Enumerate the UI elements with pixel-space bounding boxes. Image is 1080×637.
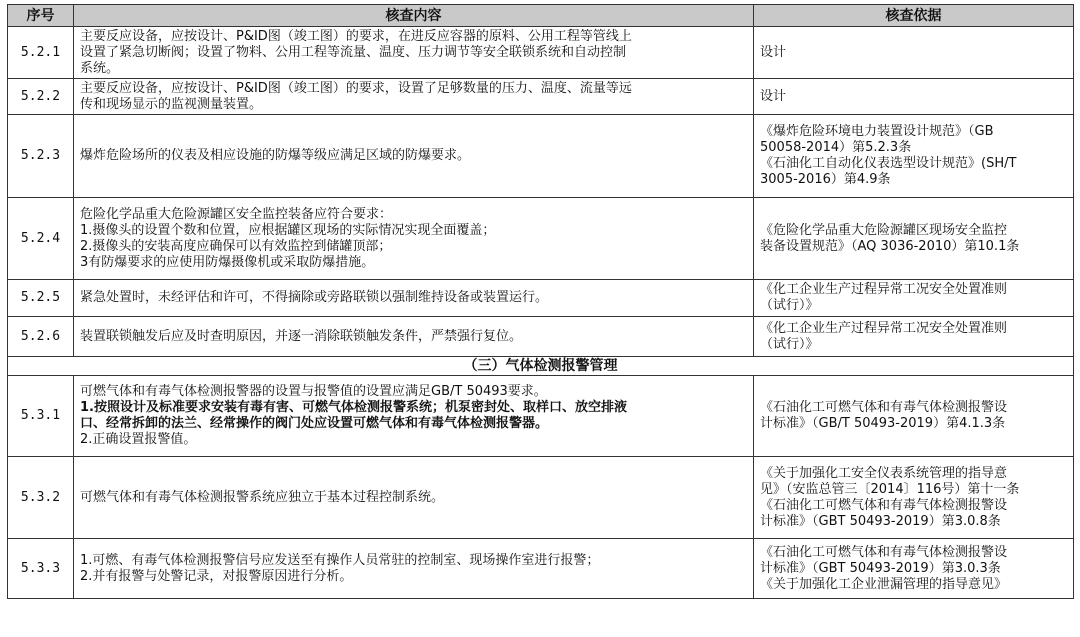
header-content: 核查内容 xyxy=(74,5,754,27)
table-row xyxy=(8,198,1074,280)
row-basis: 《石油化工可燃气体和有毒气体检测报警设 计标准》（GBT 50493-2019）第3.0.3条 《关于加强化工企业泄漏管理的指导意见》 xyxy=(754,539,1074,599)
table-row xyxy=(8,280,1074,317)
row-number: 5.2.3 xyxy=(8,115,74,198)
row-content: 主要反应设备，应按设计、P&ID图（竣工图）的要求，在进反应容器的原料、公用工程等管线上 设置了紧急切断阀；设置了物料、公用工程等流量、温度、压力调节等安全联锁系统和自动控制 系统。 xyxy=(74,27,754,79)
row-content: 主要反应设备，应按设计、P&ID图（竣工图）的要求，设置了足够数量的压力、温度、流量等远 传和现场显示的监视测量装置。 xyxy=(74,79,754,115)
row-basis: 《关于加强化工安全仪表系统管理的指导意 见》（安监总管三〔2014〕116号）第十一条 《石油化工可燃气体和有毒气体检测报警设 计标准》（GBT 50493-2019）第3.0.8条 xyxy=(754,457,1074,539)
section-row xyxy=(8,357,1074,376)
table-row xyxy=(8,115,1074,198)
row-content: 危险化学品重大危险源罐区安全监控装备应符合要求： 1.摄像头的设置个数和位置，应根据罐区现场的实际情况实现全面覆盖； 2.摄像头的安装高度应确保可以有效监控到储罐顶部； 3有防爆要求的应使用防爆摄像机或采取防爆措施。 xyxy=(74,198,754,280)
row-number: 5.3.1 xyxy=(8,376,74,457)
table-row xyxy=(8,376,1074,457)
header-num: 序号 xyxy=(8,5,74,27)
row-content: 可燃气体和有毒气体检测报警器的设置与报警值的设置应满足GB/T 50493要求。 1.按照设计及标准要求安装有毒有害、可燃气体检测报警系统；机泵密封处、取样口、放空排液 口、经常拆卸的法兰、经常操作的阀门处应设置可燃气体和有毒气体检测报警器。 2.正确设置报警值。 xyxy=(74,376,754,457)
header-row xyxy=(8,5,1074,27)
header-basis: 核查依据 xyxy=(754,5,1074,27)
row-number: 5.3.3 xyxy=(8,539,74,599)
row-content: 可燃气体和有毒气体检测报警系统应独立于基本过程控制系统。 xyxy=(74,457,754,539)
inspection-table xyxy=(7,4,1074,599)
section-title: （三）气体检测报警管理 xyxy=(8,357,1074,376)
row-basis: 《化工企业生产过程异常工况安全处置准则 （试行）》 xyxy=(754,317,1074,357)
table-row xyxy=(8,27,1074,79)
row-number: 5.2.6 xyxy=(8,317,74,357)
table-row xyxy=(8,317,1074,357)
row-basis: 《爆炸危险环境电力装置设计规范》（GB 50058-2014）第5.2.3条 《石油化工自动化仪表选型设计规范》(SH/T 3005-2016）第4.9条 xyxy=(754,115,1074,198)
row-basis: 《石油化工可燃气体和有毒气体检测报警设 计标准》（GB/T 50493-2019）第4.1.3条 xyxy=(754,376,1074,457)
table-row xyxy=(8,539,1074,599)
row-content: 1.可燃、有毒气体检测报警信号应发送至有操作人员常驻的控制室、现场操作室进行报警； 2.并有报警与处警记录，对报警原因进行分析。 xyxy=(74,539,754,599)
table-row xyxy=(8,79,1074,115)
row-basis: 《化工企业生产过程异常工况安全处置准则 （试行）》 xyxy=(754,280,1074,317)
row-basis: 《危险化学品重大危险源罐区现场安全监控 装备设置规范》（AQ 3036-2010）第10.1条 xyxy=(754,198,1074,280)
row-content: 装置联锁触发后应及时查明原因，并逐一消除联锁触发条件，严禁强行复位。 xyxy=(74,317,754,357)
row-basis: 设计 xyxy=(754,79,1074,115)
row-number: 5.3.2 xyxy=(8,457,74,539)
row-number: 5.2.4 xyxy=(8,198,74,280)
row-content: 紧急处置时，未经评估和许可，不得摘除或旁路联锁以强制维持设备或装置运行。 xyxy=(74,280,754,317)
table-row xyxy=(8,457,1074,539)
row-basis: 设计 xyxy=(754,27,1074,79)
row-number: 5.2.5 xyxy=(8,280,74,317)
row-number: 5.2.1 xyxy=(8,27,74,79)
row-content: 爆炸危险场所的仪表及相应设施的防爆等级应满足区域的防爆要求。 xyxy=(74,115,754,198)
row-number: 5.2.2 xyxy=(8,79,74,115)
